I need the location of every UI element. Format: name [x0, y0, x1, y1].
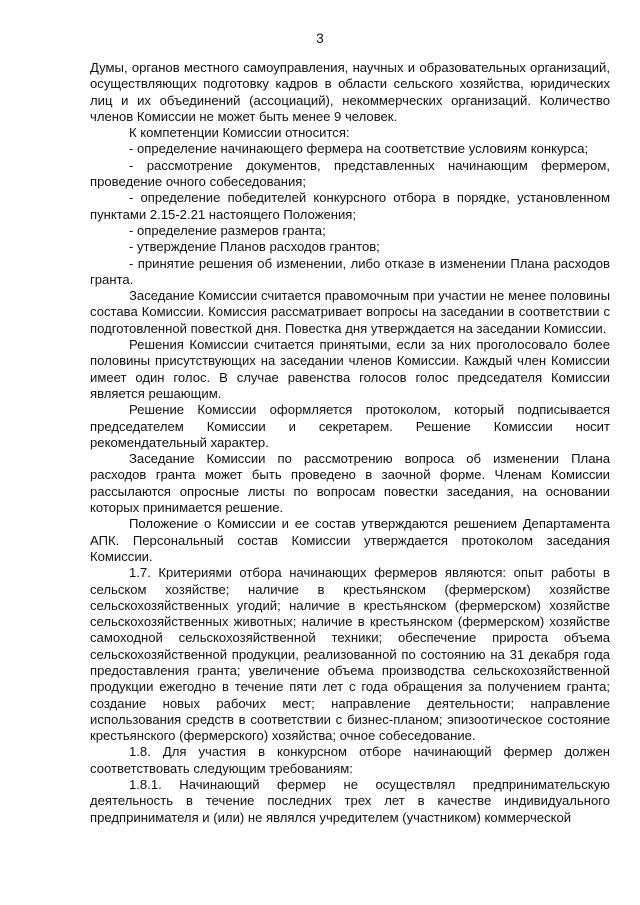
paragraph-commission-regulation: Положение о Комиссии и ее состав утверждаются решением Департамента АПК. Персональный состав Комиссии утверждается протоколом заседания Комиссии. [90, 516, 610, 564]
list-item-plan-changes: - принятие решения об изменении, либо отказе в изменении Плана расходов гранта. [90, 255, 610, 287]
page-number: 3 [316, 31, 324, 46]
paragraph-protocol: Решение Комиссии оформляется протоколом, который подписывается председателем Комиссии и секретарем. Решение Комиссии носит рекомендательный характер. [90, 402, 610, 450]
list-item-expense-plans: - утверждение Планов расходов грантов; [129, 239, 380, 255]
list-item-grant-size: - определение размеров гранта; [129, 222, 326, 238]
list-item-farmer-compliance: - определение начинающего фермера на соответствие условиям конкурса; [129, 141, 589, 157]
section-1-8-requirements: 1.8. Для участия в конкурсном отборе начинающий фермер должен соответствовать следующим требованиям: [90, 744, 610, 776]
paragraph-commission-competence-intro: К компетенции Комиссии относится: [129, 125, 350, 141]
section-1-7-selection-criteria: 1.7. Критериями отбора начинающих фермеров являются: опыт работы в сельском хозяйстве; наличие в крестьянском (фермерском) хозяйстве сельскохозяйственных угодий; наличие в крестьянском (фермерском) хозяйстве сельскохозяйственных животных; наличие в крестьянском (фермерском) хозяйстве самоходной сельскохозяйственной техники; обеспечение прироста объема сельскохозяйственной продукции, реализованной по состоянию на 31 декабря года предоставления гранта; увеличение объема производства сельскохозяйственной продукции ежегодно в течение пяти лет с года обращения за получением гранта; создание новых рабочих мест; направление деятельности; направление использования средств в соответствии с бизнес-планом; эпизоотическое состояние крестьянского (фермерского) хозяйства; очное собеседование. [90, 565, 610, 744]
document-body [90, 60, 610, 826]
paragraph-commission-composition: Думы, органов местного самоуправления, научных и образовательных организаций, осуществляющих подготовку кадров в области сельского хозяйства, юридических лиц и их объединений (ассоциаций), некоммерческих организаций. Количество членов Комиссии не может быть менее 9 человек. [90, 60, 610, 124]
list-item-document-review: - рассмотрение документов, представленных начинающим фермером, проведение очного собеседования; [90, 157, 610, 190]
section-1-8-1-no-entrepreneurship: 1.8.1. Начинающий фермер не осуществлял предпринимательскую деятельность в течение последних трех лет в качестве индивидуального предпринимателя и (или) не являлся учредителем (участником) коммерческой [90, 777, 610, 825]
paragraph-decisions: Решения Комиссии считается принятыми, если за них проголосовало более половины присутствующих на заседании членов Комиссии. Каждый член Комиссии имеет один голос. В случае равенства голосов голос председателя Комиссии является решающим. [90, 337, 610, 401]
paragraph-quorum: Заседание Комиссии считается правомочным при участии не менее половины состава Комиссии. Комиссия рассматривает вопросы на заседании в соответствии с подготовленной повесткой дня. Повестка дня утверждается на заседании Комиссии. [90, 288, 610, 336]
paragraph-absentee-meeting: Заседание Комиссии по рассмотрению вопроса об изменении Плана расходов гранта может быть проведено в заочной форме. Членам Комиссии рассылаются опросные листы по вопросам повестки заседания, на основании которых принимается решение. [90, 451, 610, 516]
list-item-winners-selection: - определение победителей конкурсного отбора в порядке, установленном пунктами 2.15-2.21 настоящего Положения; [90, 190, 610, 222]
